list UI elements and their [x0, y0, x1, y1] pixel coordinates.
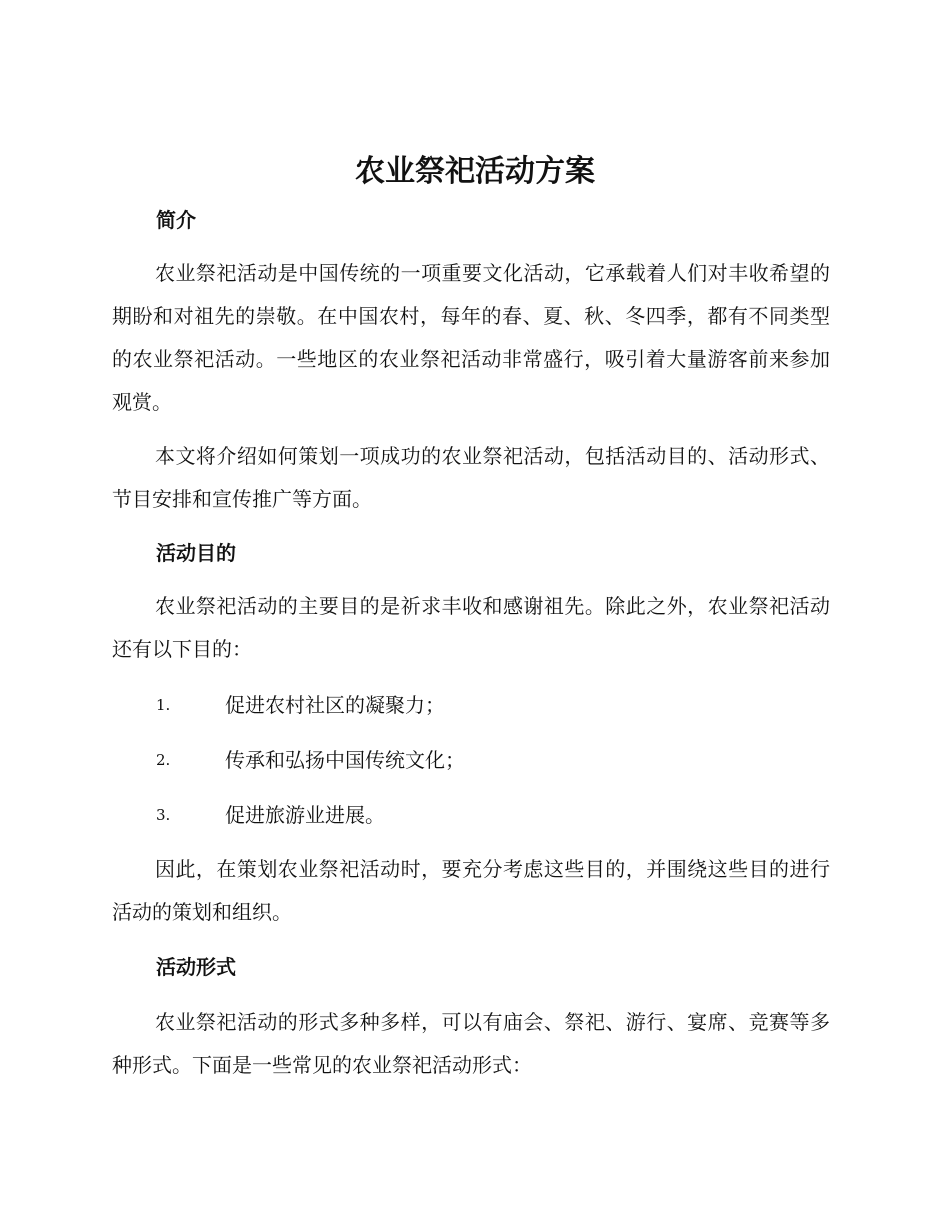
section-heading-intro: 简介 — [156, 208, 196, 232]
section-heading-form: 活动形式 — [156, 955, 236, 979]
form-intro-paragraph: 农业祭祀活动的形式多种多样，可以有庙会、祭祀、游行、宴席、竞赛等多种形式。下面是一些常见的农业祭祀活动形式： — [112, 1010, 830, 1077]
intro-paragraph-1: 农业祭祀活动是中国传统的一项重要文化活动，它承载着人们对丰收希望的期盼和对祖先的崇敬。在中国农村，每年的春、夏、秋、冬四季，都有不同类型的农业祭祀活动。一些地区的农业祭祀活动非常盛行，吸引着大量游客前来参加观赏。 — [112, 261, 830, 414]
purpose-intro-paragraph: 农业祭祀活动的主要目的是祈求丰收和感谢祖先。除此之外，农业祭祀活动还有以下目的： — [112, 594, 830, 661]
list-text: 促进农村社区的凝聚力； — [225, 693, 445, 717]
list-number: 1. — [156, 696, 171, 714]
intro-paragraph-2: 本文将介绍如何策划一项成功的农业祭祀活动，包括活动目的、活动形式、节目安排和宣传推广等方面。 — [112, 444, 830, 511]
section-heading-purpose: 活动目的 — [156, 541, 236, 565]
list-text: 促进旅游业进展。 — [225, 803, 385, 827]
purpose-conclusion-paragraph: 因此，在策划农业祭祀活动时，要充分考虑这些目的，并围绕这些目的进行活动的策划和组织。 — [112, 857, 830, 924]
list-number: 2. — [156, 751, 171, 769]
document-title: 农业祭祀活动方案 — [355, 154, 595, 189]
list-text: 传承和弘扬中国传统文化； — [225, 748, 465, 772]
list-number: 3. — [156, 806, 171, 824]
